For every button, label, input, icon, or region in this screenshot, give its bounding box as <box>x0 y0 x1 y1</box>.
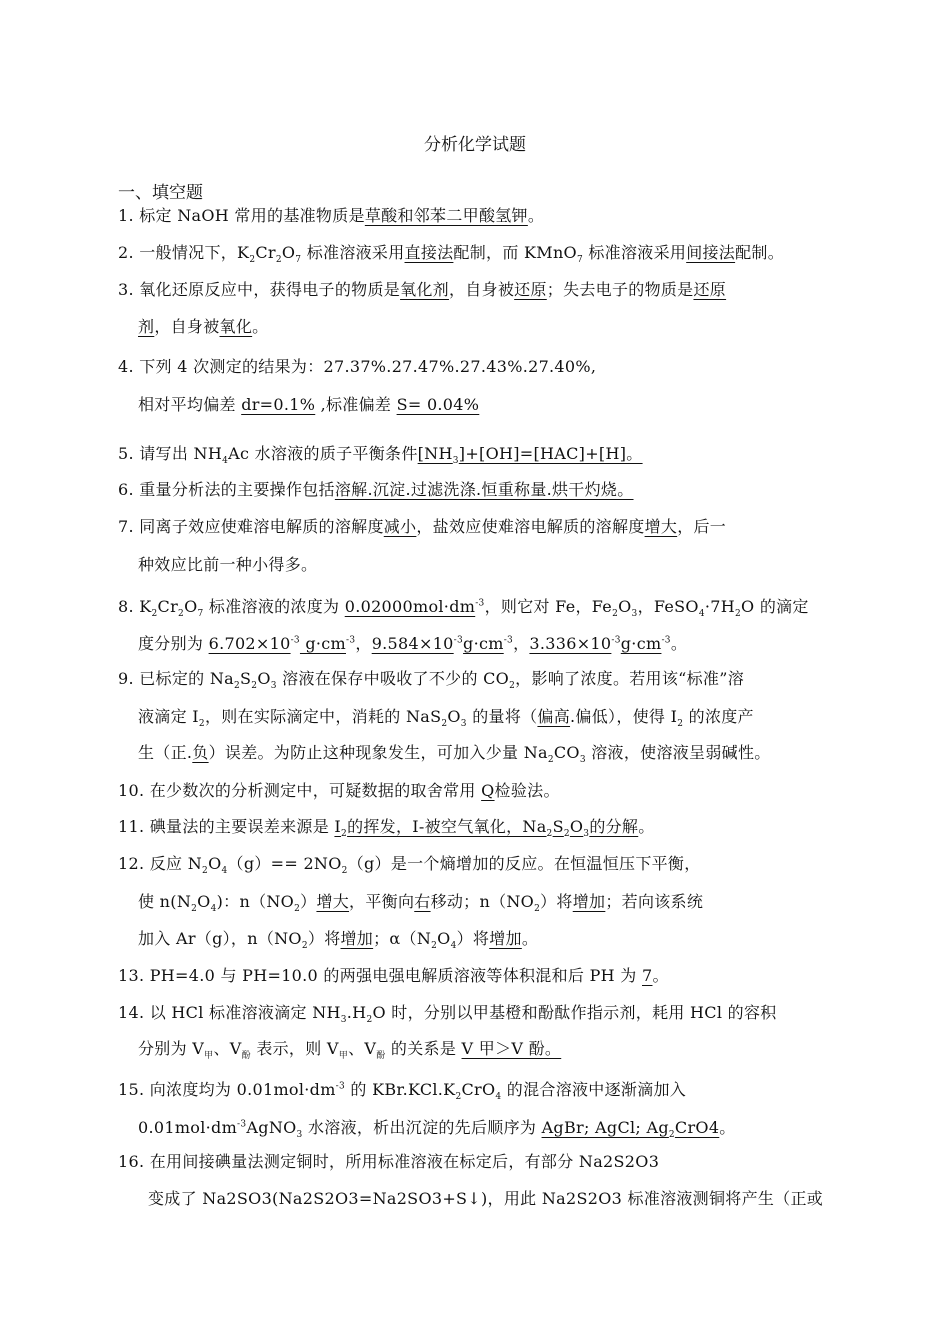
question-text: O <box>618 597 632 617</box>
question-text: 的浓度产 <box>683 707 754 726</box>
question-text: 的混合溶液中逐渐滴加入 <box>501 1080 687 1100</box>
answer-text: 溶解.沉淀.过滤洗涤.恒重称量.烘干灼烧。 <box>334 480 634 499</box>
question-text: 8. K <box>118 597 152 617</box>
question-text: 2 <box>431 941 438 952</box>
question-text: （g）是一个熵增加的反应。在恒温恒压下平衡， <box>347 854 701 873</box>
answer-text: Q <box>481 781 495 800</box>
question-text: O 的滴定 <box>741 597 809 617</box>
question-text: Cr <box>157 597 179 617</box>
question-text: 酚 <box>376 1051 386 1062</box>
question-text: 标准溶液的浓度为 <box>203 597 345 617</box>
answer-text: 氧化 <box>219 317 253 336</box>
question-text: 3. 氧化还原反应中，获得电子的物质是 <box>118 280 401 299</box>
question-text: ，平衡向 <box>349 892 415 911</box>
line-text <box>118 817 655 840</box>
question-text: .偏低），使得 I <box>570 707 678 726</box>
question-text: 3 <box>452 456 459 467</box>
question-line <box>118 348 838 386</box>
question-text: 2 <box>547 755 554 766</box>
question-text: 6. 重量分析法的主要操作包括 <box>118 480 335 499</box>
question-text: 2 <box>341 829 348 840</box>
line-text <box>118 966 669 985</box>
question-text: 3 <box>296 1130 303 1141</box>
question-text: 2 <box>441 719 448 730</box>
question-text: CrO <box>461 1080 496 1100</box>
question-text: O <box>184 597 198 617</box>
question-text: 4 <box>221 866 228 877</box>
question-text: 9. 已标定的 Na <box>118 669 234 688</box>
question-text: 的量将（ <box>466 707 538 726</box>
question-text: -3 <box>475 599 485 609</box>
question-text: ） <box>300 892 317 911</box>
answer-text: 右 <box>414 892 431 911</box>
question-text: -3 <box>503 636 514 646</box>
question-text: 15. 向浓度均为 0.01mol·dm <box>118 1080 336 1100</box>
question-text: 溶液在保存中吸收了不少的 CO <box>276 669 510 688</box>
answer-text: 草酸和邻苯二甲酸氢钾 <box>364 206 528 225</box>
question-text: 3 <box>583 829 590 840</box>
line-text <box>118 743 771 766</box>
answer-text: 还原 <box>693 280 727 299</box>
question-text: 3 <box>340 1015 347 1026</box>
question-text: 2 <box>546 829 553 840</box>
question-text: AgNO <box>246 1118 297 1138</box>
question-text: 2 <box>668 1130 675 1141</box>
question-text: 2 <box>534 904 541 915</box>
question-text: 3 <box>460 719 467 730</box>
question-text: ，FeSO <box>637 597 699 617</box>
answer-text: O <box>569 817 584 836</box>
answer-text: I <box>334 817 342 836</box>
line-text <box>118 243 784 266</box>
answer-text: 增大 <box>644 517 678 536</box>
question-line <box>118 271 838 309</box>
section-heading: 一、填空题 <box>118 183 203 203</box>
question-text: 2 <box>509 681 516 692</box>
question-text: 2 <box>735 609 742 620</box>
answer-text: 的挥发，I-被空气氧化，Na <box>347 817 547 836</box>
question-text: 。 <box>670 634 688 654</box>
answer-text: 3.336×10 <box>529 634 612 654</box>
question-text: 3 <box>270 681 277 692</box>
question-text: ，则在实际滴定中，消耗的 NaS <box>204 707 442 726</box>
question-continuation <box>118 1180 838 1218</box>
question-text: CO <box>553 743 580 762</box>
answer-text: 剂 <box>138 317 155 336</box>
line-text <box>118 357 596 376</box>
question-text: 。 <box>252 317 269 336</box>
question-text: ，则它对 Fe，Fe <box>484 597 613 617</box>
question-text: 14. 以 HCl 标准溶液滴定 NH <box>118 1003 341 1022</box>
question-text: 生（正. <box>138 743 193 762</box>
question-text: 变成了 Na2SO3(Na2S2O3=Na2SO3+S↓)，用此 Na2S2O3 标准溶液测铜将产生（正或 <box>148 1189 824 1208</box>
question-text: 检验法。 <box>494 781 560 800</box>
answer-text: S= 0.04% <box>396 395 480 414</box>
question-text: 12. 反应 N <box>118 854 203 873</box>
line-text <box>118 555 317 574</box>
question-text: 1. 标定 NaOH 常用的基准物质是 <box>118 206 365 225</box>
question-text: ；失去电子的物质是 <box>546 280 694 299</box>
question-text: 。 <box>521 929 539 948</box>
question-text: 分别为 V <box>138 1039 205 1058</box>
question-text: O <box>257 669 271 688</box>
question-text: 酚 <box>241 1051 251 1062</box>
answer-text: 6.702×10 <box>208 634 291 654</box>
answer-text: 负 <box>192 743 209 762</box>
question-text: -3 <box>237 1120 247 1130</box>
question-text: O <box>447 707 461 726</box>
answer-text: g·cm <box>299 634 346 654</box>
question-text: ， <box>355 634 372 654</box>
answer-text: 还原 <box>514 280 547 299</box>
question-text: -3 <box>611 636 621 646</box>
question-text: 度分别为 <box>138 634 209 654</box>
question-text: Cr <box>255 243 276 262</box>
question-text: 7 <box>295 255 302 266</box>
question-text: 水溶液，析出沉淀的先后顺序为 <box>302 1118 542 1138</box>
question-text: ）将 <box>307 929 341 948</box>
question-text: 。 <box>527 206 545 225</box>
question-text: ）误差。为防止这种现象发生，可加入少量 Na <box>208 743 548 762</box>
question-text: ， <box>513 634 530 654</box>
question-text: 4 <box>450 941 457 952</box>
question-text: 13. PH=4.0 与 PH=10.0 的两强电强电解质溶液等体积混和后 PH 为 <box>118 966 642 985</box>
line-text <box>118 480 634 499</box>
question-text: ,标准偏差 <box>315 395 397 414</box>
question-text: 2 <box>151 609 158 620</box>
question-text: 2 <box>563 829 570 840</box>
question-line <box>118 471 838 509</box>
question-text: -3 <box>453 636 464 646</box>
question-text: O <box>281 243 296 262</box>
line-text <box>118 929 539 952</box>
line-text <box>118 395 479 414</box>
answer-text: 减小 <box>383 517 417 536</box>
question-text: 2 <box>249 255 256 266</box>
answer-text: 7 <box>642 966 653 985</box>
question-text: 的关系是 <box>385 1039 462 1058</box>
question-text: （g）== 2NO <box>227 854 342 873</box>
question-text: 2 <box>341 866 348 877</box>
answer-text: AgBr; AgCl; Ag <box>541 1118 669 1138</box>
answer-text: 9.584×10 <box>371 634 454 654</box>
question-text: 2 <box>178 609 185 620</box>
question-continuation <box>118 546 838 584</box>
answer-text: 氧化剂 <box>400 280 449 299</box>
question-text: 表示，则 V <box>250 1039 339 1058</box>
question-text: 16. 在用间接碘量法测定铜时，所用标准溶液在标定后，有部分 Na2S2O3 <box>118 1152 660 1171</box>
question-text: 2 <box>275 255 282 266</box>
question-text: O <box>208 854 222 873</box>
line-text <box>118 634 687 653</box>
question-text: ）将 <box>540 892 573 911</box>
question-text: 、V <box>213 1039 242 1058</box>
line-text <box>118 1080 687 1103</box>
question-text: -3 <box>346 636 356 646</box>
line-text <box>118 206 544 225</box>
answer-text: 偏高 <box>537 707 571 726</box>
line-text <box>118 1189 823 1208</box>
question-text: 标准溶液采用 <box>583 243 687 262</box>
question-text: 2 <box>677 719 684 730</box>
question-continuation <box>118 386 838 424</box>
question-text: )：n（NO <box>216 892 295 911</box>
answer-text: 0.02000mol·dm <box>344 597 476 617</box>
question-line <box>118 508 838 546</box>
question-line <box>118 197 838 235</box>
line-text <box>118 892 704 915</box>
answer-text: dr=0.1% <box>241 395 316 414</box>
question-text: Ac 水溶液的质子平衡条件 <box>228 444 418 463</box>
answer-text: 直接法 <box>404 243 454 262</box>
question-text: ·7H <box>704 597 735 617</box>
answer-text: ]+[OH]=[HAC]+[H]。 <box>458 444 643 463</box>
question-text: 2 <box>301 941 308 952</box>
question-text: 溶液，使溶液呈弱碱性。 <box>585 743 771 762</box>
question-text: S <box>240 669 252 688</box>
question-text: ；若向该系统 <box>605 892 704 911</box>
answer-text: 增加 <box>572 892 606 911</box>
question-text: O <box>197 892 211 911</box>
question-text: 、V <box>348 1039 377 1058</box>
line-text <box>118 317 268 336</box>
line-text <box>118 1152 659 1171</box>
question-text: 10. 在少数次的分析测定中，可疑数据的取舍常用 <box>118 781 482 800</box>
question-text: 4 <box>495 1092 502 1103</box>
question-text: 4 <box>698 609 705 620</box>
line-text <box>118 707 754 730</box>
question-text: ，影响了浓度。若用该“标准”溶 <box>515 669 745 688</box>
question-text: 的 KBr.KCl.K <box>345 1080 456 1100</box>
question-text: 配制。 <box>735 243 784 262</box>
line-text <box>118 854 701 877</box>
question-text: 液滴定 I <box>138 707 199 726</box>
question-text: 。 <box>638 817 655 836</box>
line-text <box>118 517 726 536</box>
answer-text: CrO4 <box>674 1118 720 1138</box>
answer-text: S <box>552 817 564 836</box>
answer-text: V 甲＞V 酚。 <box>461 1039 562 1058</box>
line-text <box>118 597 809 620</box>
question-text: 2 <box>202 866 209 877</box>
question-line <box>118 957 838 995</box>
question-text: O 时，分别以甲基橙和酚酞作指示剂，耗用 HCl 的容积 <box>372 1003 777 1022</box>
answer-text: g·cm <box>620 634 662 654</box>
question-text: 2 <box>198 719 205 730</box>
question-line <box>118 1143 838 1181</box>
question-text: 2 <box>366 1015 373 1026</box>
page-title: 分析化学试题 <box>424 135 526 155</box>
question-text: ，自身被 <box>154 317 220 336</box>
line-text <box>118 444 643 467</box>
line-text <box>118 1003 777 1026</box>
question-text: 加入 Ar（g），n（NO <box>138 929 302 948</box>
question-text: 移动；n（NO <box>430 892 535 911</box>
question-text: 7. 同离子效应使难溶电解质的溶解度 <box>118 517 384 536</box>
question-text: ；α（N <box>373 929 432 948</box>
question-text: .H <box>346 1003 367 1022</box>
question-text: O <box>437 929 451 948</box>
question-text: -3 <box>661 636 671 646</box>
question-text: 种效应比前一种小得多。 <box>138 555 318 574</box>
answer-text: [NH <box>417 444 453 463</box>
answer-text: g·cm <box>463 634 504 654</box>
question-text: 配制，而 KMnO <box>453 243 577 262</box>
question-text: 相对平均偏差 <box>138 395 242 414</box>
line-text <box>118 1039 562 1062</box>
question-continuation <box>118 622 838 663</box>
question-text: -3 <box>335 1082 346 1092</box>
question-text: 7 <box>576 255 583 266</box>
question-text: 。 <box>652 966 669 985</box>
question-text: 5. 请写出 NH <box>118 444 223 463</box>
question-text: 3 <box>579 755 586 766</box>
question-text: ）将 <box>456 929 490 948</box>
question-text: 2. 一般情况下，K <box>118 243 250 262</box>
question-text: 甲 <box>338 1051 349 1062</box>
answer-text: 增加 <box>340 929 374 948</box>
question-text: 3 <box>631 609 638 620</box>
question-text: 使 n(N <box>138 892 192 911</box>
question-text: 2 <box>191 904 198 915</box>
answer-text: 增加 <box>489 929 522 948</box>
question-text: -3 <box>290 636 300 646</box>
question-text: ，盐效应使难溶电解质的溶解度 <box>416 517 645 536</box>
question-text: ，后一 <box>677 517 727 536</box>
question-text: 4. 下列 4 次测定的结果为：27.37%.27.47%.27.43%.27.40%, <box>118 357 597 376</box>
question-text: 2 <box>233 681 241 692</box>
question-text: 11. 碘量法的主要误差来源是 <box>118 817 335 836</box>
answer-text: 的分解 <box>589 817 639 836</box>
line-text <box>118 280 726 299</box>
question-continuation <box>118 308 838 346</box>
question-text: 2 <box>251 681 258 692</box>
question-text: 标准溶液采用 <box>301 243 405 262</box>
question-text: ，自身被 <box>448 280 515 299</box>
question-text: 2 <box>612 609 619 620</box>
question-text: 4 <box>222 456 229 467</box>
question-text: 。 <box>719 1118 736 1138</box>
answer-text: 增大 <box>316 892 350 911</box>
question-text: 2 <box>294 904 301 915</box>
question-text: 7 <box>197 609 204 620</box>
question-text: 4 <box>210 904 217 915</box>
question-line <box>118 772 838 810</box>
line-text <box>118 669 745 692</box>
line-text <box>118 781 560 800</box>
question-text: 0.01mol·dm <box>138 1118 238 1138</box>
answer-text: 间接法 <box>686 243 736 262</box>
question-text: 甲 <box>204 1051 214 1062</box>
question-text: 2 <box>455 1092 462 1103</box>
line-text <box>118 1118 736 1141</box>
